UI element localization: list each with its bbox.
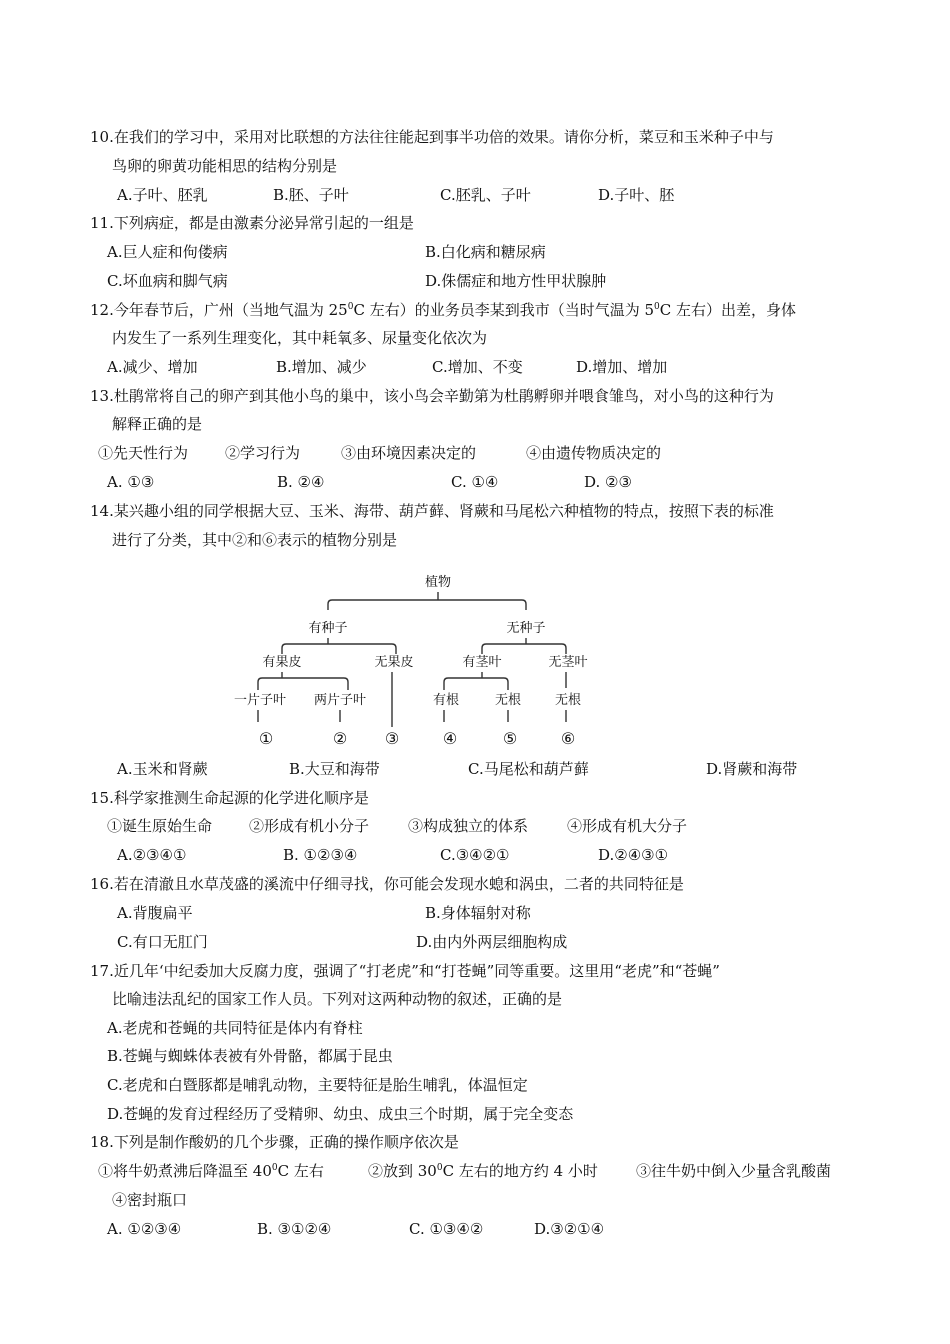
q10-option-b: B.胚、子叶 — [273, 186, 349, 204]
q17-option-d: D.苍蝇的发育过程经历了受精卵、幼虫、成虫三个时期，属于完全变态 — [107, 1105, 574, 1123]
leaf-3: ③ — [384, 729, 400, 748]
node-seed: 有种子 — [308, 621, 348, 636]
leaf-5: ⑤ — [502, 729, 518, 748]
node-nostem: 无茎叶 — [548, 655, 588, 670]
q13-stem-cont: 解释正确的是 — [112, 415, 203, 433]
node-mono: 一片子叶 — [233, 693, 287, 708]
q17-stem-cont: 比喻违法乱纪的国家工作人员。下列对这两种动物的叙述，正确的是 — [112, 990, 563, 1008]
node-peel: 有果皮 — [262, 655, 302, 670]
q12-stem: 12.今年春节后，广州（当地气温为 $25^0C$ 左右）的业务员李某到我市（当时气温为 $5^0C$ 左右）出差，身体 — [90, 301, 796, 319]
leaf-1: ① — [258, 729, 274, 748]
q16-option-a: A.背腹扁平 — [117, 904, 193, 922]
q15-statement-4: ④形成有机大分子 — [567, 817, 688, 835]
q10-option-d: D.子叶、胚 — [598, 186, 675, 204]
q14-stem: 14.某兴趣小组的同学根据大豆、玉米、海带、葫芦藓、肾蕨和马尾松六种植物的特点，按照下表的标准 — [90, 502, 774, 520]
q18-option-d: D.③②①④ — [534, 1220, 605, 1238]
q18-step-1: ①将牛奶煮沸后降温至 $40^0C$ 左右 — [98, 1162, 324, 1180]
q10-option-c: C.胚乳、子叶 — [440, 186, 531, 204]
q13-statement-1: ①先天性行为 — [98, 444, 189, 462]
q13-option-c: C. ①④ — [451, 473, 499, 491]
q10-stem-cont: 鸟卵的卵黄功能相思的结构分别是 — [112, 157, 338, 175]
q15-stem: 15.科学家推测生命起源的化学进化顺序是 — [90, 789, 369, 807]
q14-option-b: B.大豆和海带 — [289, 760, 380, 778]
q12-option-d: D.增加、增加 — [576, 358, 668, 376]
q15-option-c: C.③④②① — [440, 846, 510, 864]
q13-statement-2: ②学习行为 — [225, 444, 301, 462]
node-plant: 植物 — [424, 575, 452, 590]
q12-option-b: B.增加、减少 — [276, 358, 367, 376]
q17-option-b: B.苍蝇与蜘蛛体表被有外骨骼，都属于昆虫 — [107, 1047, 393, 1065]
q11-stem: 11.下列病症，都是由激素分泌异常引起的一组是 — [90, 214, 414, 232]
classification-tree — [232, 562, 592, 752]
q18-option-a: A. ①②③④ — [107, 1220, 182, 1238]
q16-option-c: C.有口无肛门 — [117, 933, 208, 951]
leaf-6: ⑥ — [560, 729, 576, 748]
q18-stem: 18.下列是制作酸奶的几个步骤，正确的操作顺序依次是 — [90, 1133, 459, 1151]
q18-option-b: B. ③①②④ — [257, 1220, 332, 1238]
q14-option-d: D.肾蕨和海带 — [706, 760, 798, 778]
leaf-4: ④ — [442, 729, 458, 748]
q15-statement-2: ②形成有机小分子 — [249, 817, 370, 835]
q17-option-a: A.老虎和苍蝇的共同特征是体内有脊柱 — [107, 1019, 363, 1037]
q18-option-c: C. ①③④② — [409, 1220, 484, 1238]
q15-option-a: A.②③④① — [117, 846, 187, 864]
q17-option-c: C.老虎和白暨豚都是哺乳动物，主要特征是胎生哺乳，体温恒定 — [107, 1076, 528, 1094]
q14-option-c: C.马尾松和葫芦藓 — [468, 760, 589, 778]
q12-stem-cont: 内发生了一系列生理变化，其中耗氧多、尿量变化依次为 — [112, 329, 488, 347]
q16-stem: 16.若在清澈且水草茂盛的溪流中仔细寻找，你可能会发现水螅和涡虫，二者的共同特征是 — [90, 875, 684, 893]
q15-statement-3: ③构成独立的体系 — [408, 817, 529, 835]
node-root-yes: 有根 — [432, 693, 460, 708]
q11-option-c: C.坏血病和脚气病 — [107, 272, 228, 290]
q13-option-a: A. ①③ — [107, 473, 155, 491]
classification-diagram — [232, 562, 592, 752]
node-root-no-2: 无根 — [554, 693, 582, 708]
q15-option-b: B. ①②③④ — [283, 846, 358, 864]
q13-option-d: D. ②③ — [584, 473, 632, 491]
node-noseed: 无种子 — [506, 621, 546, 636]
q12-option-c: C.增加、不变 — [432, 358, 523, 376]
q17-stem: 17.近几年‘中纪委加大反腐力度，强调了“打老虎”和“打苍蝇”同等重要。这里用“老虎”和“苍蝇” — [90, 962, 720, 980]
q11-option-a: A.巨人症和佝偻病 — [107, 243, 228, 261]
q16-option-b: B.身体辐射对称 — [425, 904, 531, 922]
node-stem: 有茎叶 — [462, 655, 502, 670]
q13-statement-4: ④由遗传物质决定的 — [526, 444, 662, 462]
q13-statement-3: ③由环境因素决定的 — [341, 444, 477, 462]
q11-option-d: D.侏儒症和地方性甲状腺肿 — [425, 272, 607, 290]
node-nopeel: 无果皮 — [374, 655, 414, 670]
q18-step-4: ④密封瓶口 — [112, 1191, 188, 1209]
q14-option-a: A.玉米和肾蕨 — [117, 760, 208, 778]
q16-option-d: D.由内外两层细胞构成 — [416, 933, 568, 951]
leaf-2: ② — [332, 729, 348, 748]
q10-stem: 10.在我们的学习中，采用对比联想的方法往往能起到事半功倍的效果。请你分析，菜豆和玉米种子中与 — [90, 128, 774, 146]
q10-option-a: A.子叶、胚乳 — [117, 186, 208, 204]
q14-stem-cont: 进行了分类，其中②和⑥表示的植物分别是 — [112, 531, 398, 549]
node-root-no-1: 无根 — [494, 693, 522, 708]
q15-statement-1: ①诞生原始生命 — [107, 817, 213, 835]
q13-option-b: B. ②④ — [277, 473, 325, 491]
q13-stem: 13.杜鹃常将自己的卵产到其他小鸟的巢中，该小鸟会辛勤第为杜鹃孵卵并喂食雏鸟，对小鸟的这种行为 — [90, 387, 774, 405]
q18-step-2: ②放到 $30^0C$ 左右的地方约 4 小时 — [368, 1162, 598, 1180]
q12-option-a: A.减少、增加 — [107, 358, 198, 376]
q18-step-3: ③往牛奶中倒入少量含乳酸菌 — [636, 1162, 832, 1180]
q15-option-d: D.②④③① — [598, 846, 669, 864]
q11-option-b: B.白化病和糖尿病 — [425, 243, 546, 261]
node-di: 两片子叶 — [313, 693, 367, 708]
